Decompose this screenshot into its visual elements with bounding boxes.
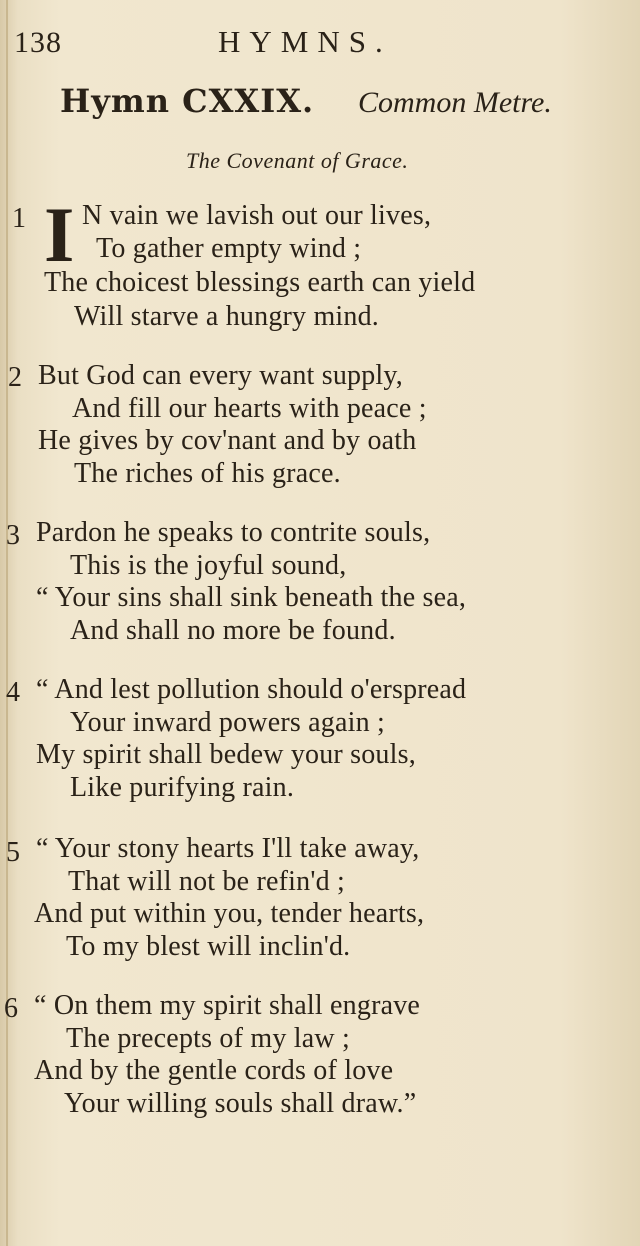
verse-line: But God can every want supply, [38,360,403,391]
running-head [0,22,640,62]
stanza-number: 3 [6,520,20,551]
stanza-number: 4 [6,677,20,708]
verse-line: Your willing souls shall draw.” [64,1088,417,1119]
verse-line: The precepts of my law ; [66,1023,350,1054]
verse-line: To my blest will inclin'd. [66,931,351,962]
stanza-number: 1 [12,203,26,234]
verse-line: “ Your sins shall sink beneath the sea, [36,582,467,613]
verse-line: And fill our hearts with peace ; [72,393,427,424]
verse-line: To gather empty wind ; [96,233,362,264]
stanza-number: 2 [8,362,22,393]
verse-line: He gives by cov'nant and by oath [38,425,417,456]
verse-line: N vain we lavish out our lives, [82,200,432,231]
verse-line: Pardon he speaks to contrite souls, [36,517,431,548]
page-gutter [6,0,8,1246]
hymn-metre: Common Metre. [358,86,552,119]
verse-line: Your inward powers again ; [70,707,385,738]
verse-line: Will starve a hungry mind. [74,301,380,332]
verse-line: And put within you, tender hearts, [34,898,425,929]
verse-line: And shall no more be found. [70,615,396,646]
stanza-number: 5 [6,837,20,868]
verse-line: This is the joyful sound, [70,550,347,581]
hymn-number: Hymn CXXIX. [60,82,315,120]
verse-line: And by the gentle cords of love [34,1055,394,1086]
verse-line: The choicest blessings earth can yield [44,267,476,298]
verse-line: Like purifying rain. [70,772,295,803]
hymn-subtitle: The Covenant of Grace. [186,148,409,173]
stanza-number: 6 [4,993,18,1024]
verse-line: That will not be refin'd ; [68,866,345,897]
verse-line: The riches of his grace. [74,458,341,489]
verse-line: “ And lest pollution should o'erspread [36,674,467,705]
verse-line: My spirit shall bedew your souls, [36,739,416,770]
page-number: 138 [14,26,62,59]
verse-line: “ Your stony hearts I'll take away, [36,833,420,864]
hymn-heading [60,82,600,126]
section-title: HYMNS. [218,24,392,59]
verse-line: “ On them my spirit shall engrave [34,990,421,1021]
drop-cap: I [44,191,75,278]
